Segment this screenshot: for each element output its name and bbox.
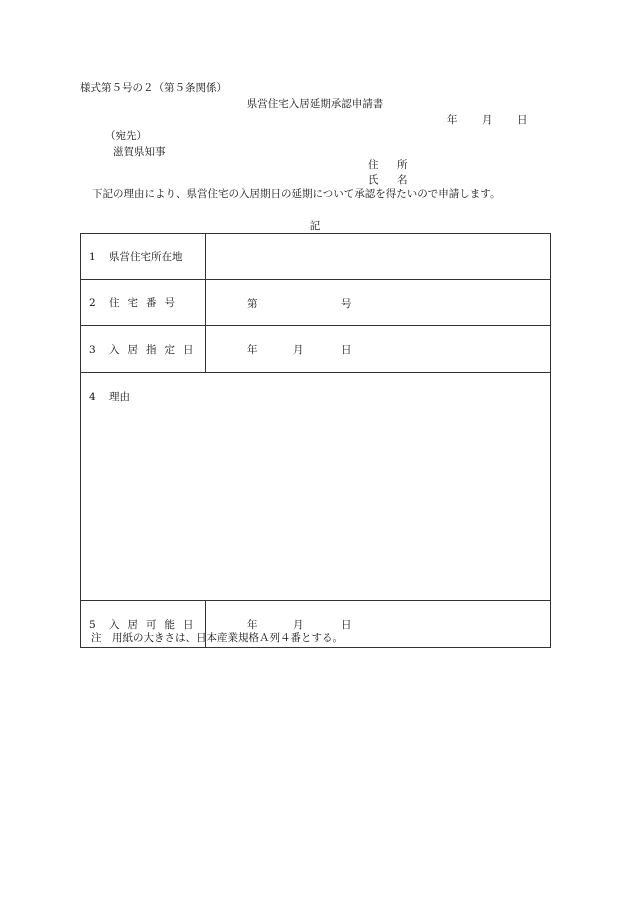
addressee-prefix: （宛先） [105,130,147,142]
month-label: 月 [293,344,304,356]
month-label: 月 [293,619,304,631]
row-label-text: 理由 [109,391,130,403]
year-label: 年 [247,344,258,356]
row-label-text: 住宅番号 [109,297,183,309]
table-row [81,280,551,326]
row-label-text: 入居指定日 [109,343,202,356]
applicant-address-label: 住 所 [368,159,412,171]
year-label: 年 [247,619,258,631]
row-number: 2 [89,297,96,309]
day-label: 日 [341,619,352,631]
housing-location-field[interactable] [206,234,551,280]
document-title: 県営住宅入居延期承認申請書 [246,98,384,110]
number-suffix: 号 [341,297,352,310]
table-row [81,234,551,280]
row-number: 3 [89,343,96,356]
table-row [81,326,551,373]
row-number: 1 [89,251,96,263]
row-label-text: 県営住宅所在地 [109,251,183,263]
date-year-label: 年 [447,114,458,126]
form-number: 様式第５号の２（第５条関係） [80,82,227,94]
designated-move-in-date-field[interactable] [206,326,551,373]
row-label [81,326,206,373]
row-label [81,280,206,326]
row-label-text: 入居可能日 [109,618,202,631]
number-prefix: 第 [247,297,258,310]
ki-heading: 記 [309,220,321,232]
request-statement: 下記の理由により、県営住宅の入居期日の延期について承認を得たいので申請します。 [92,188,501,200]
row-number: 5 [89,618,96,631]
table-row [81,373,551,601]
application-form-table [80,233,551,648]
housing-number-field[interactable] [206,280,551,326]
row-label [81,234,206,280]
applicant-name-label: 氏 名 [368,174,412,186]
row-number: 4 [89,391,96,403]
day-label: 日 [341,344,352,356]
date-month-label: 月 [482,114,493,126]
paper-size-note: 注 用紙の大きさは、日本産業規格Ａ列４番とする。 [91,632,343,644]
addressee-name: 滋賀県知事 [113,146,166,158]
date-day-label: 日 [517,114,528,126]
reason-field[interactable] [81,373,551,601]
